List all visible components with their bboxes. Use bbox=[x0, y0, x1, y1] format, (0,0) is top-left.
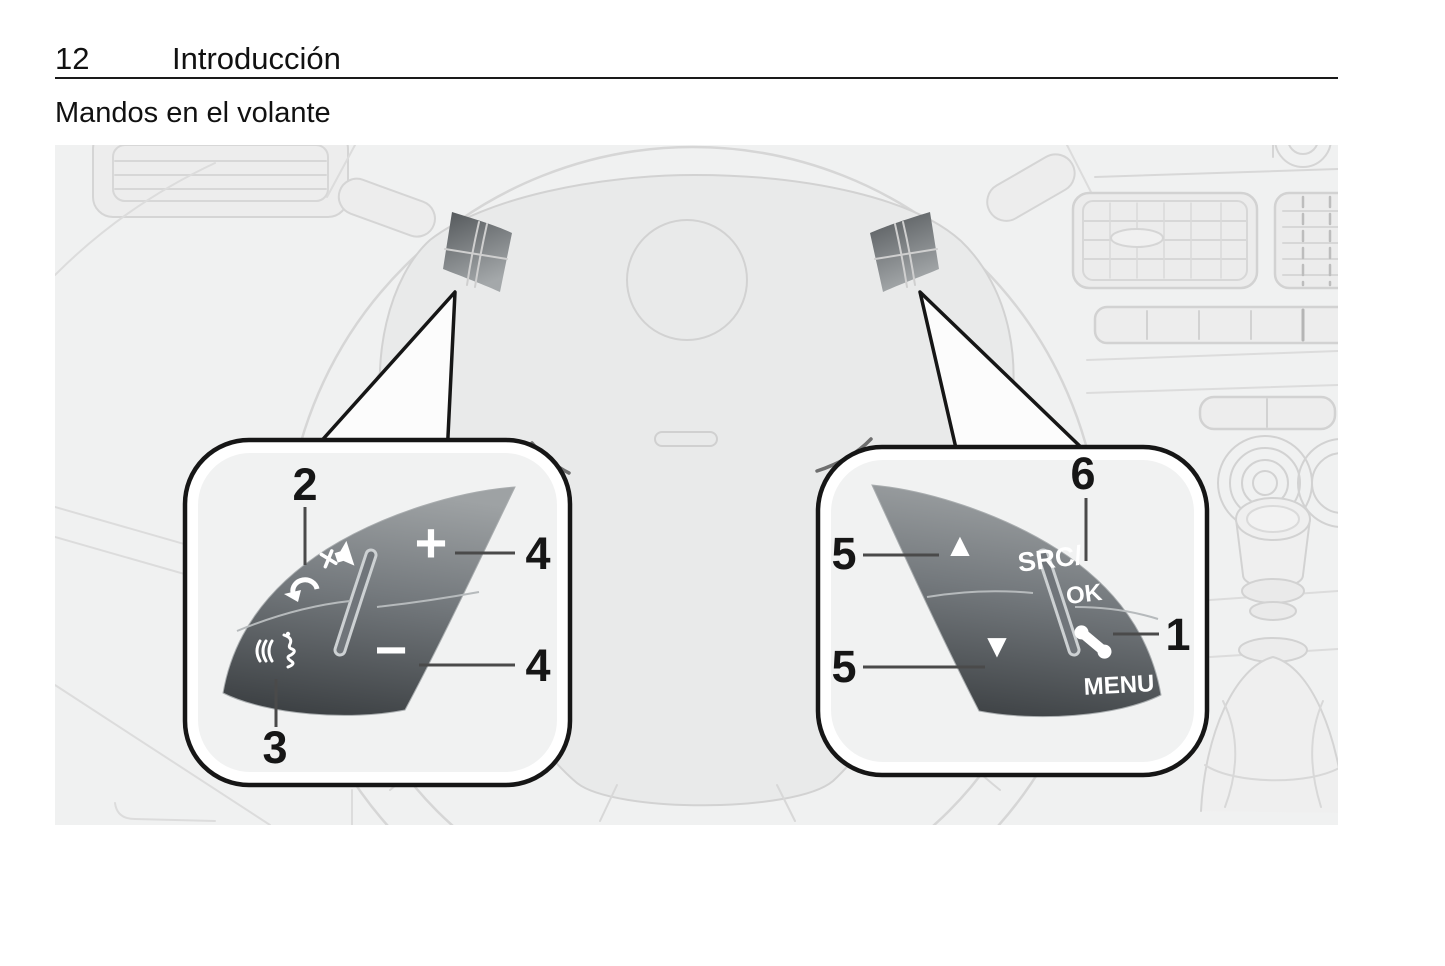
center-vent-icon bbox=[1073, 193, 1257, 288]
volume-up-button: + bbox=[414, 511, 448, 574]
callout-label-3: 3 bbox=[262, 722, 288, 773]
right-callout-bubble bbox=[818, 447, 1207, 775]
callout-label-2: 2 bbox=[292, 459, 318, 510]
header-rule bbox=[55, 77, 1338, 79]
console-switch-pair bbox=[1200, 397, 1335, 429]
chapter-title: Introducción bbox=[172, 41, 341, 76]
seek-down-button: ▼ bbox=[980, 627, 1014, 664]
left-callout-funnel bbox=[307, 292, 455, 457]
steering-wheel-figure bbox=[55, 145, 1338, 825]
left-vent-icon bbox=[93, 145, 348, 217]
menu-button: MENU bbox=[1083, 670, 1156, 701]
callout-label-5a: 5 bbox=[831, 528, 857, 579]
console-button-row bbox=[1095, 307, 1338, 343]
page-number: 12 bbox=[55, 41, 90, 76]
figure-canvas bbox=[55, 145, 1338, 825]
seek-up-button: ▲ bbox=[943, 526, 977, 563]
callout-label-4a: 4 bbox=[525, 528, 551, 579]
section-title: Mandos en el volante bbox=[55, 97, 331, 129]
left-stalk-icon bbox=[334, 174, 440, 242]
right-stalk-icon bbox=[980, 147, 1081, 227]
ok-button: OK bbox=[1064, 578, 1104, 611]
src-button: SRC/ bbox=[1016, 540, 1084, 578]
left-callout-bubble bbox=[185, 440, 570, 785]
callout-label-1: 1 bbox=[1165, 609, 1191, 660]
callout-label-6: 6 bbox=[1070, 448, 1096, 499]
right-vent-icon bbox=[1275, 193, 1338, 288]
volume-down-button: − bbox=[374, 618, 408, 681]
callout-label-5b: 5 bbox=[831, 641, 857, 692]
callout-label-4b: 4 bbox=[525, 640, 551, 691]
